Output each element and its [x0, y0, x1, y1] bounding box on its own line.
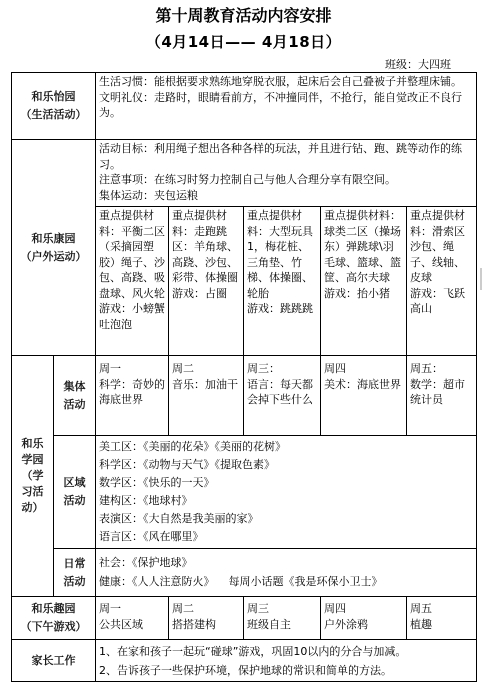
- parents-line: 2、告诉孩子一些保护环境，保护地球的常识和简单的方法。: [99, 664, 392, 677]
- group-activity-header: [53, 355, 96, 436]
- health-line: 注意事项：在练习时努力控制自己与他人合理分享有限空间。: [99, 173, 396, 186]
- area-label-line: 区域: [63, 476, 86, 489]
- health-day-4: 重点提供材料：球类二区（操场东）弹跳球\羽毛球、篮球、篮筐、高尔夫球 游戏：抬小猪: [320, 206, 407, 356]
- play-day-4: 周四 户外涂鸦: [320, 596, 407, 640]
- health-day-1: 重点提供材料：平衡二区（采摘园塑胶）绳子、沙包、高跷、吸盘球、风火轮 游戏：小螃蟹吐泡泡: [95, 206, 169, 356]
- study-header-line: 习活: [21, 485, 44, 498]
- date-range: （4月14日—— 4月18日）: [145, 33, 342, 51]
- area-line: 建构区：《地球村》: [99, 494, 193, 507]
- daily-line: 健康：《人人注意防火》 每周小话题《我是环保小卫士》: [99, 575, 383, 588]
- group-label-line: 活动: [63, 397, 86, 411]
- parents-header-label: 家长工作: [31, 653, 76, 667]
- group-day-4: 周四 美术：海底世界: [320, 355, 407, 436]
- study-header-line: （学: [21, 469, 44, 482]
- health-header: [11, 139, 96, 356]
- health-header-line: （户外运动）: [20, 249, 87, 263]
- play-header-line: （下午游戏）: [20, 620, 87, 633]
- study-header-line: 动）: [21, 501, 44, 514]
- health-day-5: 重点提供材料：滑索区沙包、绳子、线轴、皮球 游戏：飞跃高山: [406, 206, 477, 356]
- area-line: 表演区：《大自然是我美丽的家》: [99, 512, 259, 525]
- daily-activity-content: [95, 548, 477, 597]
- health-goals: [95, 139, 477, 207]
- daily-line: 社会：《保护地球》: [99, 556, 193, 569]
- health-line: 活动目标：利用绳子想出各种各样的玩法，并且进行钻、跑、跳等动作的练习。: [99, 142, 462, 171]
- study-header: [11, 355, 54, 597]
- play-header: [11, 596, 96, 640]
- group-label-line: 集体: [63, 379, 86, 393]
- parents-content: [95, 639, 477, 682]
- area-line: 数学区：《快乐的一天》: [99, 476, 215, 489]
- health-line: 集体运动：夹包运粮: [99, 188, 198, 202]
- area-line: 语言区：《风在哪里》: [99, 530, 204, 543]
- parents-header: [11, 639, 96, 682]
- life-header-line: （生活活动）: [20, 108, 87, 121]
- life-line: 文明礼仪：走路时，眼睛看前方，不冲撞同伴，不抢行，能自觉改正不良行为。: [99, 90, 462, 119]
- edge-mark: [480, 268, 487, 290]
- life-line: 生活习惯：能根据要求熟练地穿脱衣服，起床后会自己叠被子并整理床铺。: [99, 75, 462, 88]
- life-header-line: 和乐怡园: [31, 90, 76, 103]
- parents-line: 1、在家和孩子一起玩“碰球”游戏，巩固10以内的分合与加减。: [99, 645, 407, 658]
- health-day-2: 重点提供材料：走跑跳区：羊角球、高跷、沙包、彩带、体操圈 游戏：占圈: [168, 206, 244, 356]
- play-header-line: 和乐趣园: [31, 602, 76, 615]
- health-header-line: 和乐康园: [31, 231, 76, 245]
- area-line: 科学区：《动物与天气》《提取色素》: [99, 458, 275, 471]
- daily-label-line: 活动: [63, 574, 86, 588]
- play-day-2: 周二 搭搭建构: [168, 596, 244, 640]
- play-day-3: 周三 班级自主: [243, 596, 321, 640]
- group-day-2: 周二 音乐：加油干: [168, 355, 244, 436]
- class-label: 班级：大四班: [385, 58, 451, 71]
- life-header: [11, 72, 96, 140]
- study-header-line: 学园: [21, 453, 44, 466]
- area-label-line: 活动: [63, 494, 86, 507]
- page-title: 第十周教育活动内容安排: [155, 6, 332, 25]
- schedule-table: [11, 72, 477, 682]
- life-content: [95, 72, 477, 140]
- daily-label-line: 日常: [63, 556, 86, 570]
- area-line: 美工区：《美丽的花朵》《美丽的花树》: [99, 440, 286, 453]
- play-day-5: 周五 植趣: [406, 596, 477, 640]
- group-day-3: 周三： 语言：每天都会掉下些什么: [243, 355, 321, 436]
- play-day-1: 周一 公共区域: [95, 596, 169, 640]
- health-day-3: 重点提供材料：大型玩具1，梅花桩、三角垫、竹梯、体操圈、轮胎 游戏：跳跳跳: [243, 206, 321, 356]
- daily-activity-header: [53, 548, 96, 597]
- group-day-1: 周一 科学：奇妙的海底世界: [95, 355, 169, 436]
- area-activity-header: [53, 435, 96, 549]
- area-activity-content: [95, 435, 477, 549]
- group-day-5: 周五： 数学：超市统计员: [406, 355, 477, 436]
- study-header-line: 和乐: [21, 437, 44, 450]
